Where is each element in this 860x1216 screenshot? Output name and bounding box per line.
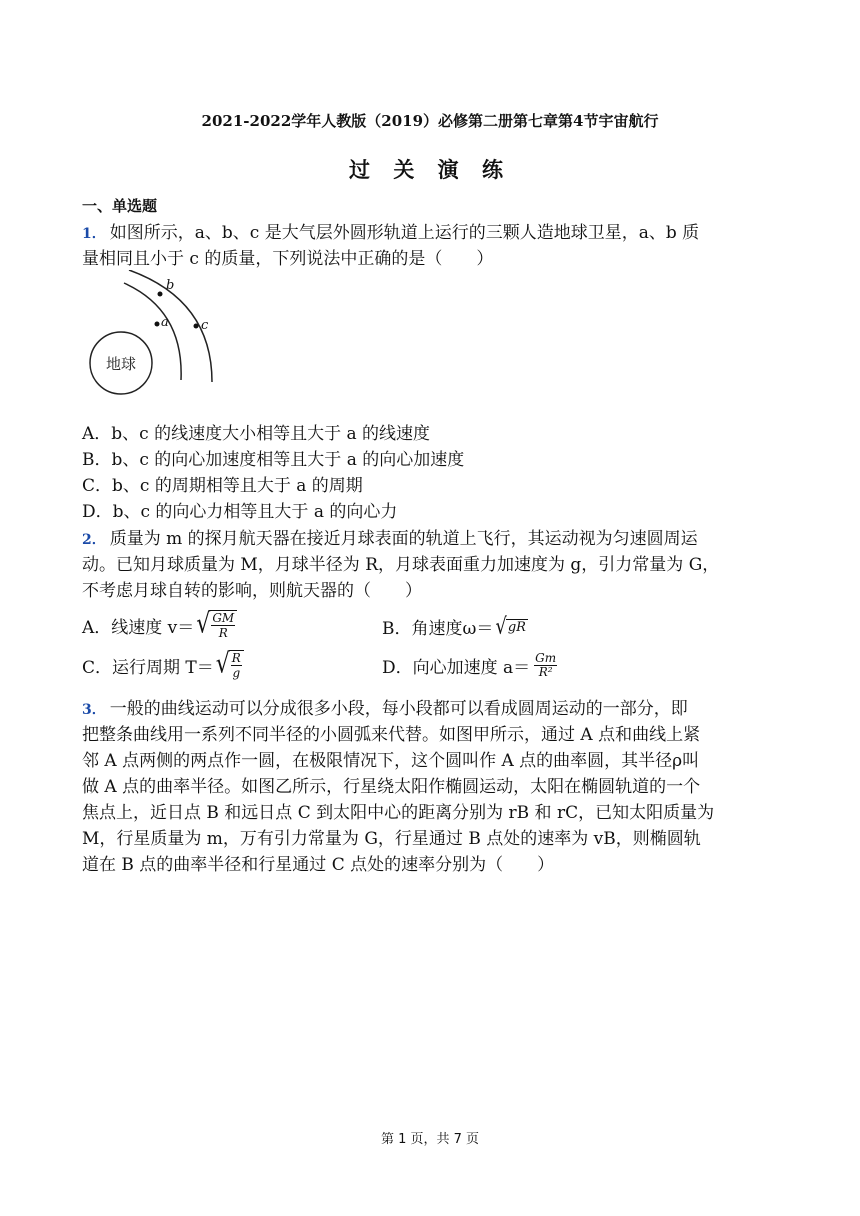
satellite-a <box>155 322 160 327</box>
label-b: b <box>166 278 175 293</box>
label-a: a <box>161 315 169 330</box>
sqrt-fraction: √ $\frac{GM}{R}$ <box>196 610 237 640</box>
q1-option-d[interactable]: D．b、c 的向心力相等且大于 a 的向心力 <box>82 502 398 522</box>
question-3-line-2: 把整条曲线用一系列不同半径的小圆弧来代替。如图甲所示，通过 A 点和曲线上紧 <box>82 725 701 745</box>
question-2-line-2: 动。已知月球质量为 M，月球半径为 R，月球表面重力加速度为 g，引力常量为 G， <box>82 555 720 575</box>
orbit-diagram <box>84 270 224 400</box>
q1-option-a[interactable]: A．b、c 的线速度大小相等且大于 a 的线速度 <box>82 424 431 444</box>
sqrt-fraction: √ $\frac{R}{g}$ <box>216 650 244 680</box>
question-1-line-2: 量相同且小于 c 的质量，下列说法中正确的是（ ） <box>82 249 494 269</box>
question-1-line-1: 1． 如图所示，a、b、c 是大气层外圆形轨道上运行的三颗人造地球卫星，a、b 质 <box>82 223 700 243</box>
question-number: 2． <box>82 532 106 548</box>
question-number: 1． <box>82 226 106 242</box>
q2-option-b[interactable]: B．角速度ω＝ √ gR <box>382 612 526 639</box>
q1-option-c[interactable]: C．b、c 的周期相等且大于 a 的周期 <box>82 476 363 496</box>
satellite-c <box>194 324 199 329</box>
question-3-line-4: 做 A 点的曲率半径。如图乙所示，行星绕太阳作椭圆运动，太阳在椭圆轨道的一个 <box>82 777 701 797</box>
question-3-line-7: 道在 B 点的曲率半径和行星通过 C 点处的速率分别为（ ） <box>82 855 555 875</box>
sqrt: √ gR <box>495 612 526 639</box>
question-2-line-3: 不考虑月球自转的影响，则航天器的（ ） <box>82 581 422 601</box>
earth-label: 地球 <box>105 355 137 373</box>
q2-option-c[interactable]: C．运行周期 T＝ √ $\frac{R}{g}$ <box>82 650 244 680</box>
section-heading: 一、单选题 <box>82 197 158 215</box>
question-2-line-1: 2． 质量为 m 的探月航天器在接近月球表面的轨道上飞行，其运动视为匀速圆周运 <box>82 529 698 549</box>
satellite-b <box>158 292 163 297</box>
q2-option-d[interactable]: D．向心加速度 a＝ $\frac{Gm}{\text{R²}}$ <box>382 651 557 679</box>
question-3-line-5: 焦点上，近日点 B 和远日点 C 到太阳中心的距离分别为 rB 和 rC，已知太阳质量为 <box>82 803 715 823</box>
q2-option-a[interactable]: A．线速度 v＝ √ $\frac{GM}{R}$ <box>82 610 237 640</box>
label-c: c <box>201 318 209 333</box>
question-number: 3． <box>82 702 106 718</box>
section-subtitle: 过 关 演 练 <box>349 157 511 182</box>
question-3-line-6: M，行星质量为 m，万有引力常量为 G，行星通过 B 点处的速率为 vB，则椭圆轨 <box>82 829 701 849</box>
question-3-line-3: 邻 A 点两侧的两点作一圆，在极限情况下，这个圆叫作 A 点的曲率圆，其半径ρ叫 <box>82 751 700 771</box>
q1-option-b[interactable]: B．b、c 的向心加速度相等且大于 a 的向心加速度 <box>82 450 465 470</box>
document-title: 2021-2022学年人教版（2019）必修第二册第七章第4节宇宙航行 <box>201 112 659 130</box>
fraction: $\frac{Gm}{\text{R²}}$ <box>535 651 557 679</box>
question-3-line-1: 3． 一般的曲线运动可以分成很多小段，每小段都可以看成圆周运动的一部分，即 <box>82 699 688 719</box>
page-footer: 第 1 页，共 7 页 <box>380 1132 480 1147</box>
